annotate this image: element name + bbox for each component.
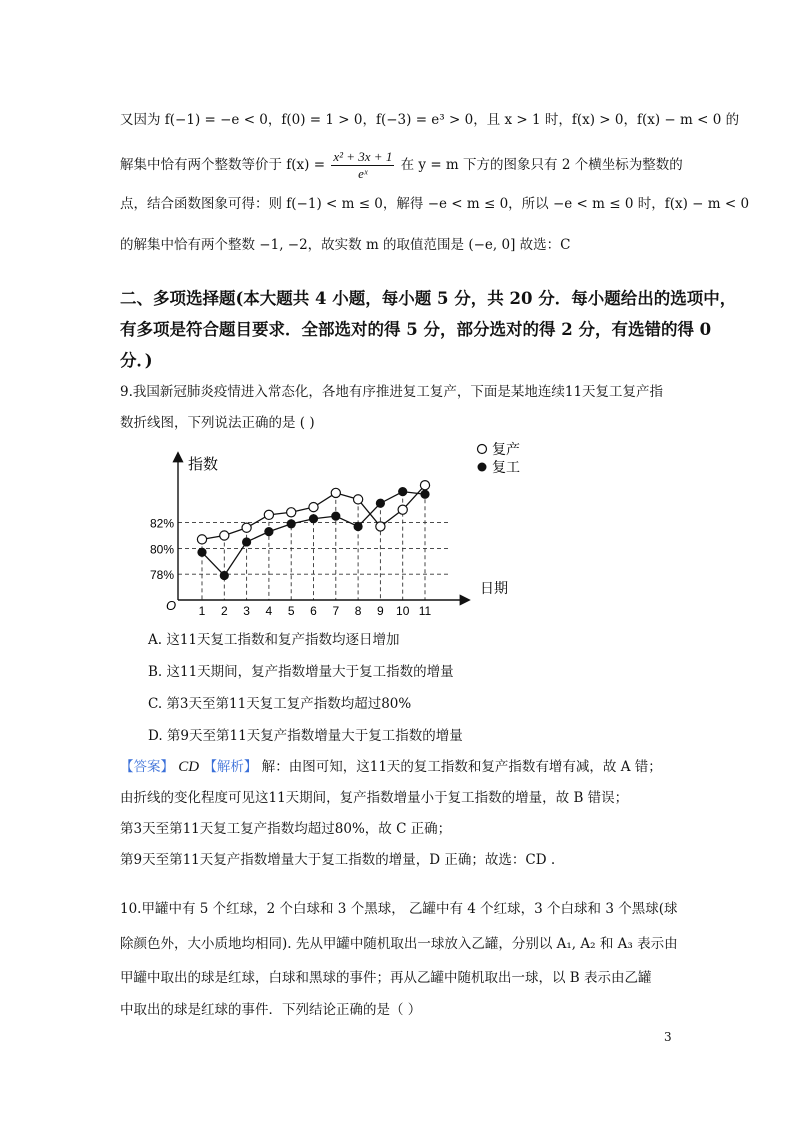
fuchan-point [420, 481, 429, 490]
fuchan-point [331, 488, 340, 497]
fuchan-point [287, 508, 296, 517]
fugong-point [354, 522, 363, 531]
q9-stem-line-2: 数折线图，下列说法正确的是 ( ) [120, 415, 315, 431]
y-tick-label: 78% [150, 568, 175, 583]
x-tick-label: 6 [310, 604, 317, 618]
q9-answer-line [120, 755, 662, 776]
legend-label-fugong: 复工 [492, 459, 520, 475]
x-tick-label: 10 [396, 604, 410, 618]
fugong-point [376, 499, 385, 508]
fuchan-point [376, 522, 385, 531]
fuchan-point [398, 505, 407, 514]
legend-marker-filled [478, 463, 487, 472]
q9-option-b: B. 这11天期间，复产指数增量大于复工指数的增量 [148, 664, 454, 680]
fugong-point [309, 514, 318, 523]
x-tick-label: 1 [198, 604, 206, 618]
section-heading-line-3: 分．) [120, 351, 153, 370]
q9-stem-line-1: 9.我国新冠肺炎疫情进入常态化，各地有序推进复工复产，下面是某地连续11天复工复产指 [120, 384, 664, 400]
solution-line-2 [120, 149, 683, 182]
q10-stem-line-3: 甲罐中取出的球是红球，白球和黑球的事件；再从乙罐中随机取出一球，以 B 表示由乙罐 [120, 970, 652, 986]
x-tick-label: 7 [332, 604, 340, 618]
fuchan-point [309, 503, 318, 512]
x-tick-label: 11 [418, 604, 432, 618]
analysis-tag: 【解析】 [203, 759, 258, 775]
q9-option-c: C. 第3天至第11天复工复产指数均超过80% [148, 696, 412, 712]
q9-solution-line-4: 第9天至第11天复产指数增量大于复工指数的增量，D 正确；故选：CD . [120, 852, 556, 868]
x-tick-label: 2 [220, 604, 228, 618]
fuchan-point [220, 531, 229, 540]
fraction-denominator: eˣ [358, 166, 368, 181]
fuchan-point [197, 535, 206, 544]
y-tick-label: 82% [150, 516, 175, 531]
section-heading-line-1: 二、多项选择题(本大题共 4 小题，每小题 5 分，共 20 分．每小题给出的选项中， [120, 289, 737, 308]
solution-line-4: 的解集中恰有两个整数 −1, −2，故实数 m 的取值范围是 (−e, 0] 故选：C [120, 237, 571, 253]
q9-option-d: D. 第9天至第11天复产指数增量大于复工指数的增量 [148, 728, 463, 744]
fuchan-point [242, 523, 251, 532]
solution-line-2-end: 在 y = m 下方的图象只有 2 个横坐标为整数的 [400, 157, 683, 173]
q10-stem-line-4: 中取出的球是红球的事件．下列结论正确的是（ ） [120, 1002, 422, 1018]
q10-stem-line-1: 10.甲罐中有 5 个红球，2 个白球和 3 个黑球， 乙罐中有 4 个红球，3 个白球和 3 个黑球(球 [120, 901, 678, 917]
fugong-point [331, 512, 340, 521]
solution-line-3: 点，结合函数图象可得：则 f(−1) < m ≤ 0，解得 −e < m ≤ 0，所以 −e < m ≤ 0 时，f(x) − m < 0 [120, 196, 750, 212]
x-tick-label: 9 [377, 604, 384, 618]
x-tick-label: 8 [354, 604, 362, 618]
fugong-point [398, 487, 407, 496]
solution-line-1: 又因为 f(−1) = −e < 0，f(0) = 1 > 0，f(−3) = e³ > 0，且 x > 1 时，f(x) > 0，f(x) − m < 0 的 [120, 112, 740, 128]
x-tick-label: 4 [265, 604, 273, 618]
y-tick-label: 80% [150, 542, 175, 557]
fraction-numerator: x² + 3x + 1 [333, 149, 393, 164]
legend [478, 441, 521, 475]
q9-solution-line-2: 由折线的变化程度可见这11天期间，复产指数增量小于复工指数的增量，故 B 错误； [120, 790, 629, 806]
fugong-point [242, 537, 251, 546]
x-tick-label: 3 [243, 604, 250, 618]
fuchan-point [264, 510, 273, 519]
fuchan-point [354, 495, 363, 504]
page-number: 3 [664, 1030, 672, 1044]
origin-label: O [166, 598, 177, 613]
fugong-point [420, 490, 429, 499]
q9-solution-line-3: 第3天至第11天复工复产指数均超过80%，故 C 正确； [120, 821, 452, 837]
y-axis-label: 指数 [188, 456, 219, 473]
fugong-point [264, 527, 273, 536]
answer-tag: 【答案】 [120, 759, 174, 775]
x-tick-label: 5 [287, 604, 295, 618]
q10-stem-line-2: 除颜色外，大小质地均相同). 先从甲罐中随机取出一球放入乙罐，分别以 A₁, A₂ 和 A₃ 表示由 [120, 936, 678, 952]
fugong-point [220, 571, 229, 580]
line-chart [150, 436, 530, 618]
section-heading-line-2: 有多项是符合题目要求．全部选对的得 5 分，部分选对的得 2 分，有选错的得 0 [120, 320, 712, 339]
solution-line-2-start: 解集中恰有两个整数等价于 f(x) = [120, 157, 326, 173]
fraction-expression [331, 149, 394, 182]
fugong-point [287, 519, 296, 528]
solution-sentence-1: 解：由图可知，这11天的复工指数和复产指数有增有减，故 A 错； [261, 759, 662, 775]
answer-value: CD [178, 759, 200, 775]
fugong-point [197, 548, 206, 557]
x-axis-label: 日期 [480, 580, 508, 596]
legend-marker-open [478, 445, 487, 454]
legend-label-fuchan: 复产 [492, 441, 520, 457]
q9-option-a: A. 这11天复工指数和复产指数均逐日增加 [148, 632, 400, 648]
